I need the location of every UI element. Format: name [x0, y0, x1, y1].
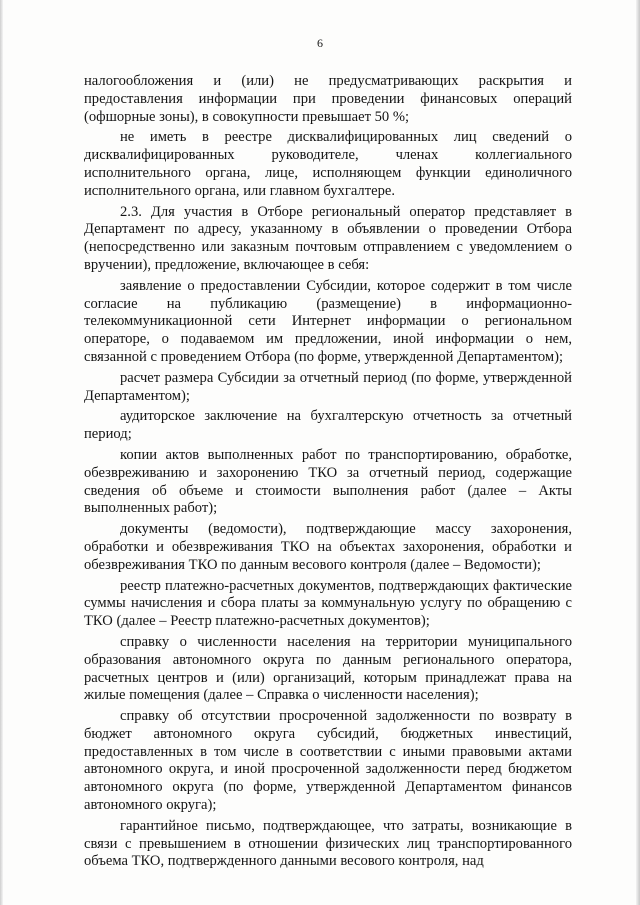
paragraph-weight-statements: документы (ведомости), подтверждающие массу захоронения, обработки и обезвреживания ТКО на объектах захоронения, обработки и обезвреживания ТКО по данным весового контроля (далее – Ведомости); [84, 521, 572, 573]
document-body [84, 73, 572, 874]
paragraph-section-2-3: 2.3. Для участия в Отборе региональный оператор представляет в Департамент по адресу, указанному в объявлении о проведении Отбора (непосредственно или заказным почтовым отправлением с уведомлением о вручении), предложение, включающее в себя: [84, 203, 572, 273]
paragraph-payment-register: реестр платежно-расчетных документов, подтверждающих фактические суммы начисления и сбора платы за коммунальную услугу по обращению с ТКО (далее – Реестр платежно-расчетных документов); [84, 577, 572, 630]
paragraph-no-debt-certificate: справку об отсутствии просроченной задолженности по возврату в бюджет автономного округа субсидий, бюджетных инвестиций, предоставленных в том числе в соответствии с иными правовыми актами автономного округа, и иной просроченной задолженности перед бюджетом автономного округа (по форме, утвержденной Департаментом финансов автономного округа); [84, 708, 572, 814]
paragraph-disqualified-persons: не иметь в реестре дисквалифицированных лиц сведений о дисквалифицированных руководителе, членах коллегиального исполнительного органа, лице, исполняющем функции единоличного исполнительного органа, или главном бухгалтере. [84, 129, 572, 199]
page-left-edge [0, 0, 3, 905]
paragraph-work-acts: копии актов выполненных работ по транспортированию, обработке, обезвреживанию и захоронению ТКО за отчетный период, содержащие сведения об объеме и стоимости выполнения работ (далее – Акты выполненных работ); [84, 446, 572, 517]
paragraph-offshore-continuation: налогообложения и (или) не предусматривающих раскрытия и предоставления информации при проведении финансовых операций (офшорные зоны), в совокупности превышает 50 %; [84, 73, 572, 125]
paragraph-audit-report: аудиторское заключение на бухгалтерскую отчетность за отчетный период; [84, 408, 572, 443]
paragraph-population-certificate: справку о численности населения на территории муниципального образования автономного округа по данным регионального оператора, расчетных центров и (или) организаций, которым принадлежат права на жилые помещения (далее – Справка о численности населения); [84, 633, 572, 704]
paragraph-subsidy-application: заявление о предоставлении Субсидии, которое содержит в том числе согласие на публикацию (размещение) в информационно-телекоммуникационной сети Интернет информации о региональном операторе, о подаваемом им предложении, иной информации о нем, связанной с проведением Отбора (по форме, утвержденной Департаментом); [84, 277, 572, 365]
paragraph-subsidy-calculation: расчет размера Субсидии за отчетный период (по форме, утвержденной Департаментом); [84, 369, 572, 404]
page-right-edge [636, 0, 640, 905]
paragraph-guarantee-letter: гарантийное письмо, подтверждающее, что затраты, возникающие в связи с превышением в отношении физических лиц транспортированного объема ТКО, подтвержденного данными весового контроля, над [84, 817, 572, 870]
page-number: 6 [317, 36, 323, 50]
